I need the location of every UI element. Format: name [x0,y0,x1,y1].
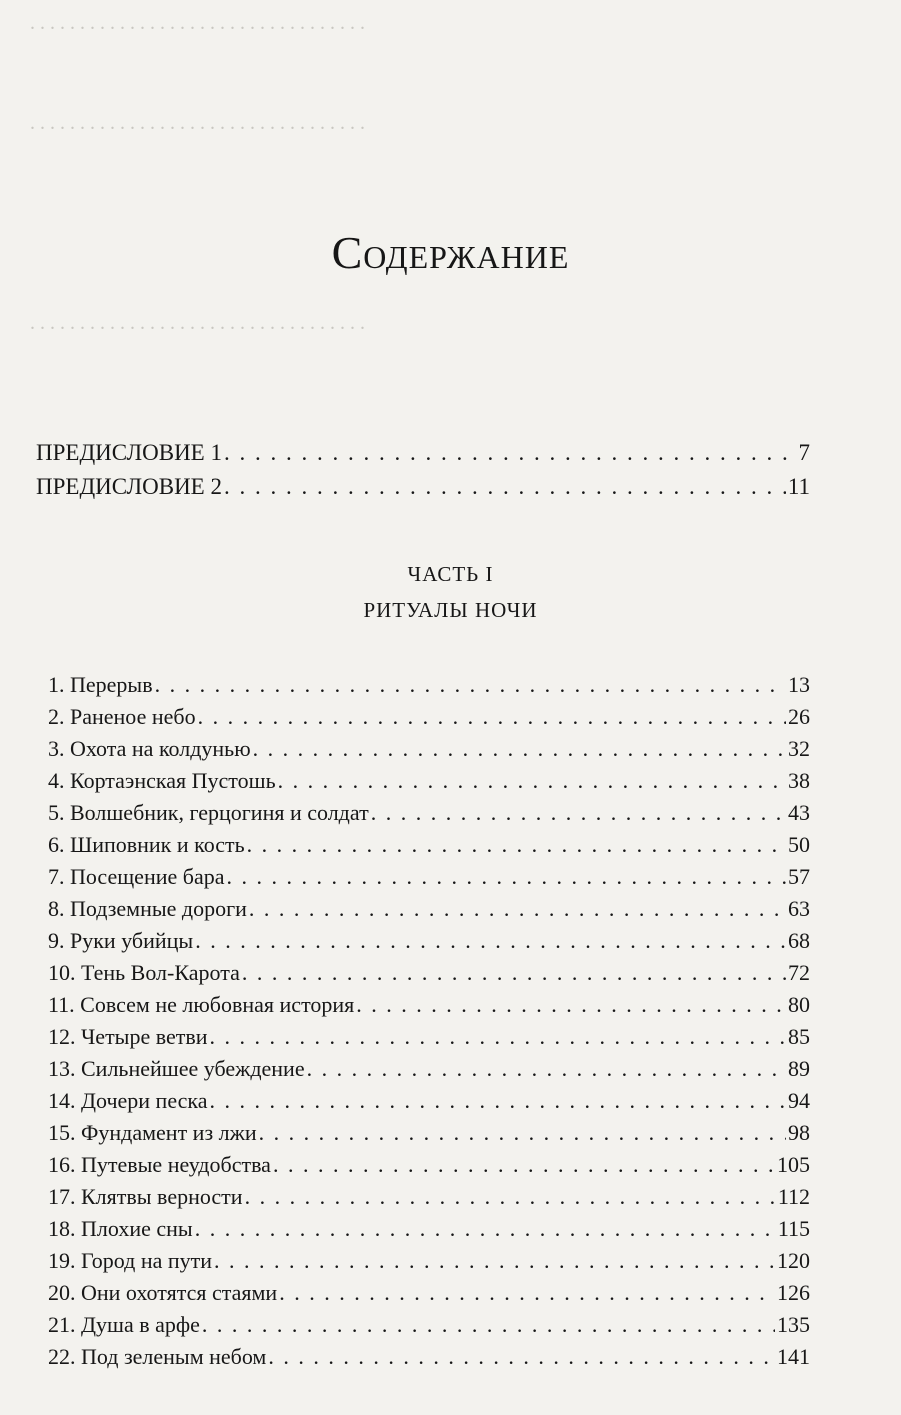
toc-entry-label: 20. Они охотятся стаями [48,1280,278,1305]
toc-page-number: 80 [788,992,810,1017]
toc-page-number: 135 [777,1312,810,1337]
toc-page-number: 112 [777,1184,810,1209]
part-number: ЧАСТЬ I [407,562,494,586]
dot-leader [247,832,786,858]
toc-entry-label: 18. Плохие сны [48,1216,193,1241]
dot-leader [259,1120,786,1146]
toc-entry-label: 1. Перерыв [48,672,153,697]
toc-page-number: 94 [788,1088,810,1113]
toc-chapter-row [48,992,810,1018]
toc-chapter-row [48,1056,810,1082]
toc-chapter-row [48,1312,810,1338]
dot-leader [210,1088,786,1114]
toc-page-number: 105 [777,1152,810,1177]
toc-page-number: 89 [788,1056,810,1081]
toc-entry-label: 7. Посещение бара [48,864,225,889]
toc-page-number: 85 [788,1024,810,1049]
toc-entry-label: 21. Душа в арфе [48,1312,200,1337]
toc-entry-label: 10. Тень Вол-Карота [48,960,240,985]
toc-page-number: 13 [788,672,810,697]
page-title: Содержание [331,227,570,278]
dot-leader [279,1280,775,1306]
toc-chapter-row [48,704,810,730]
toc-chapter-row [48,1184,810,1210]
dot-leader [242,960,786,986]
dot-leader [224,440,797,466]
dot-leader [226,864,786,890]
toc-chapter-row [48,1248,810,1274]
toc-entry-label: 19. Город на пути [48,1248,213,1273]
toc-chapter-row [48,832,810,858]
bleed-through-line: . . . . . . . . . . . . . . . . . . . . . . . . . . . . . . . . . . [30,312,365,334]
toc-chapter-row [48,1344,810,1370]
toc-chapter-row [48,1088,810,1114]
toc-entry-label: ПРЕДИСЛОВИЕ 2 [36,474,222,499]
dot-leader [224,474,786,500]
dot-leader [245,1184,776,1210]
toc-page-number: 57 [788,864,810,889]
toc-entry-label: 3. Охота на колдунью [48,736,251,761]
toc-entry-label: 17. Клятвы верности [48,1184,243,1209]
toc-chapter-row [48,864,810,890]
toc-page-number: 11 [787,474,810,499]
toc-entry-label: 13. Сильнейшее убеждение [48,1056,305,1081]
toc-page-number: 115 [777,1216,810,1241]
toc-entry-label: 14. Дочери песка [48,1088,208,1113]
toc-entry-label: 5. Волшебник, герцогиня и солдат [48,800,369,825]
toc-chapter-row [48,768,810,794]
toc-page-number: 32 [788,736,810,761]
toc-entry-label: 22. Под зеленым небом [48,1344,267,1369]
toc-chapter-row [48,800,810,826]
toc-page-number: 38 [788,768,810,793]
toc-chapter-row [48,736,810,762]
dot-leader [278,768,786,794]
toc-chapter-row [48,672,810,698]
toc-page-number: 98 [788,1120,810,1145]
dot-leader [253,736,786,762]
toc-entry-label: 12. Четыре ветви [48,1024,208,1049]
dot-leader [195,928,786,954]
toc-entry-label: 2. Раненое небо [48,704,196,729]
toc-chapter-row [48,896,810,922]
dot-leader [210,1024,786,1050]
toc-chapter-row [48,1216,810,1242]
toc-entry-label: 4. Кортаэнская Пустошь [48,768,276,793]
bleed-through-line: . . . . . . . . . . . . . . . . . . . . . . . . . . . . . . . . . . [30,112,365,134]
part-name: РИТУАЛЫ НОЧИ [363,598,538,622]
toc-page-number: 50 [788,832,810,857]
toc-chapter-row [48,960,810,986]
dot-leader [155,672,786,698]
toc-entry-label: 8. Подземные дороги [48,896,247,921]
dot-leader [195,1216,776,1242]
toc-page-number: 72 [788,960,810,985]
toc-page-number: 68 [788,928,810,953]
dot-leader [214,1248,775,1274]
toc-preface-row [36,474,810,500]
toc-entry-label: 9. Руки убийцы [48,928,194,953]
toc-page-number: 141 [777,1344,810,1369]
dot-leader [307,1056,786,1082]
toc-chapter-row [48,1152,810,1178]
toc-page-number: 26 [788,704,810,729]
toc-entry-label: 16. Путевые неудобства [48,1152,271,1177]
dot-leader [273,1152,775,1178]
dot-leader [249,896,786,922]
toc-chapter-row [48,1280,810,1306]
toc-page-number: 120 [777,1248,810,1273]
dot-leader [268,1344,775,1370]
bleed-through-line: . . . . . . . . . . . . . . . . . . . . . . . . . . . . . . . . . . [30,12,365,34]
dot-leader [371,800,786,826]
toc-page-number: 63 [788,896,810,921]
toc-chapter-row [48,928,810,954]
toc-page-number: 7 [798,440,810,465]
toc-entry-label: 11. Совсем не любовная история [48,992,355,1017]
toc-entry-label: 15. Фундамент из лжи [48,1120,257,1145]
toc-chapter-row [48,1024,810,1050]
toc-page-number: 43 [788,800,810,825]
dot-leader [356,992,786,1018]
toc-preface-row [36,440,810,466]
toc-chapter-row [48,1120,810,1146]
toc-entry-label: ПРЕДИСЛОВИЕ 1 [36,440,222,465]
dot-leader [202,1312,775,1338]
dot-leader [198,704,786,730]
toc-page-number: 126 [777,1280,810,1305]
toc-entry-label: 6. Шиповник и кость [48,832,245,857]
